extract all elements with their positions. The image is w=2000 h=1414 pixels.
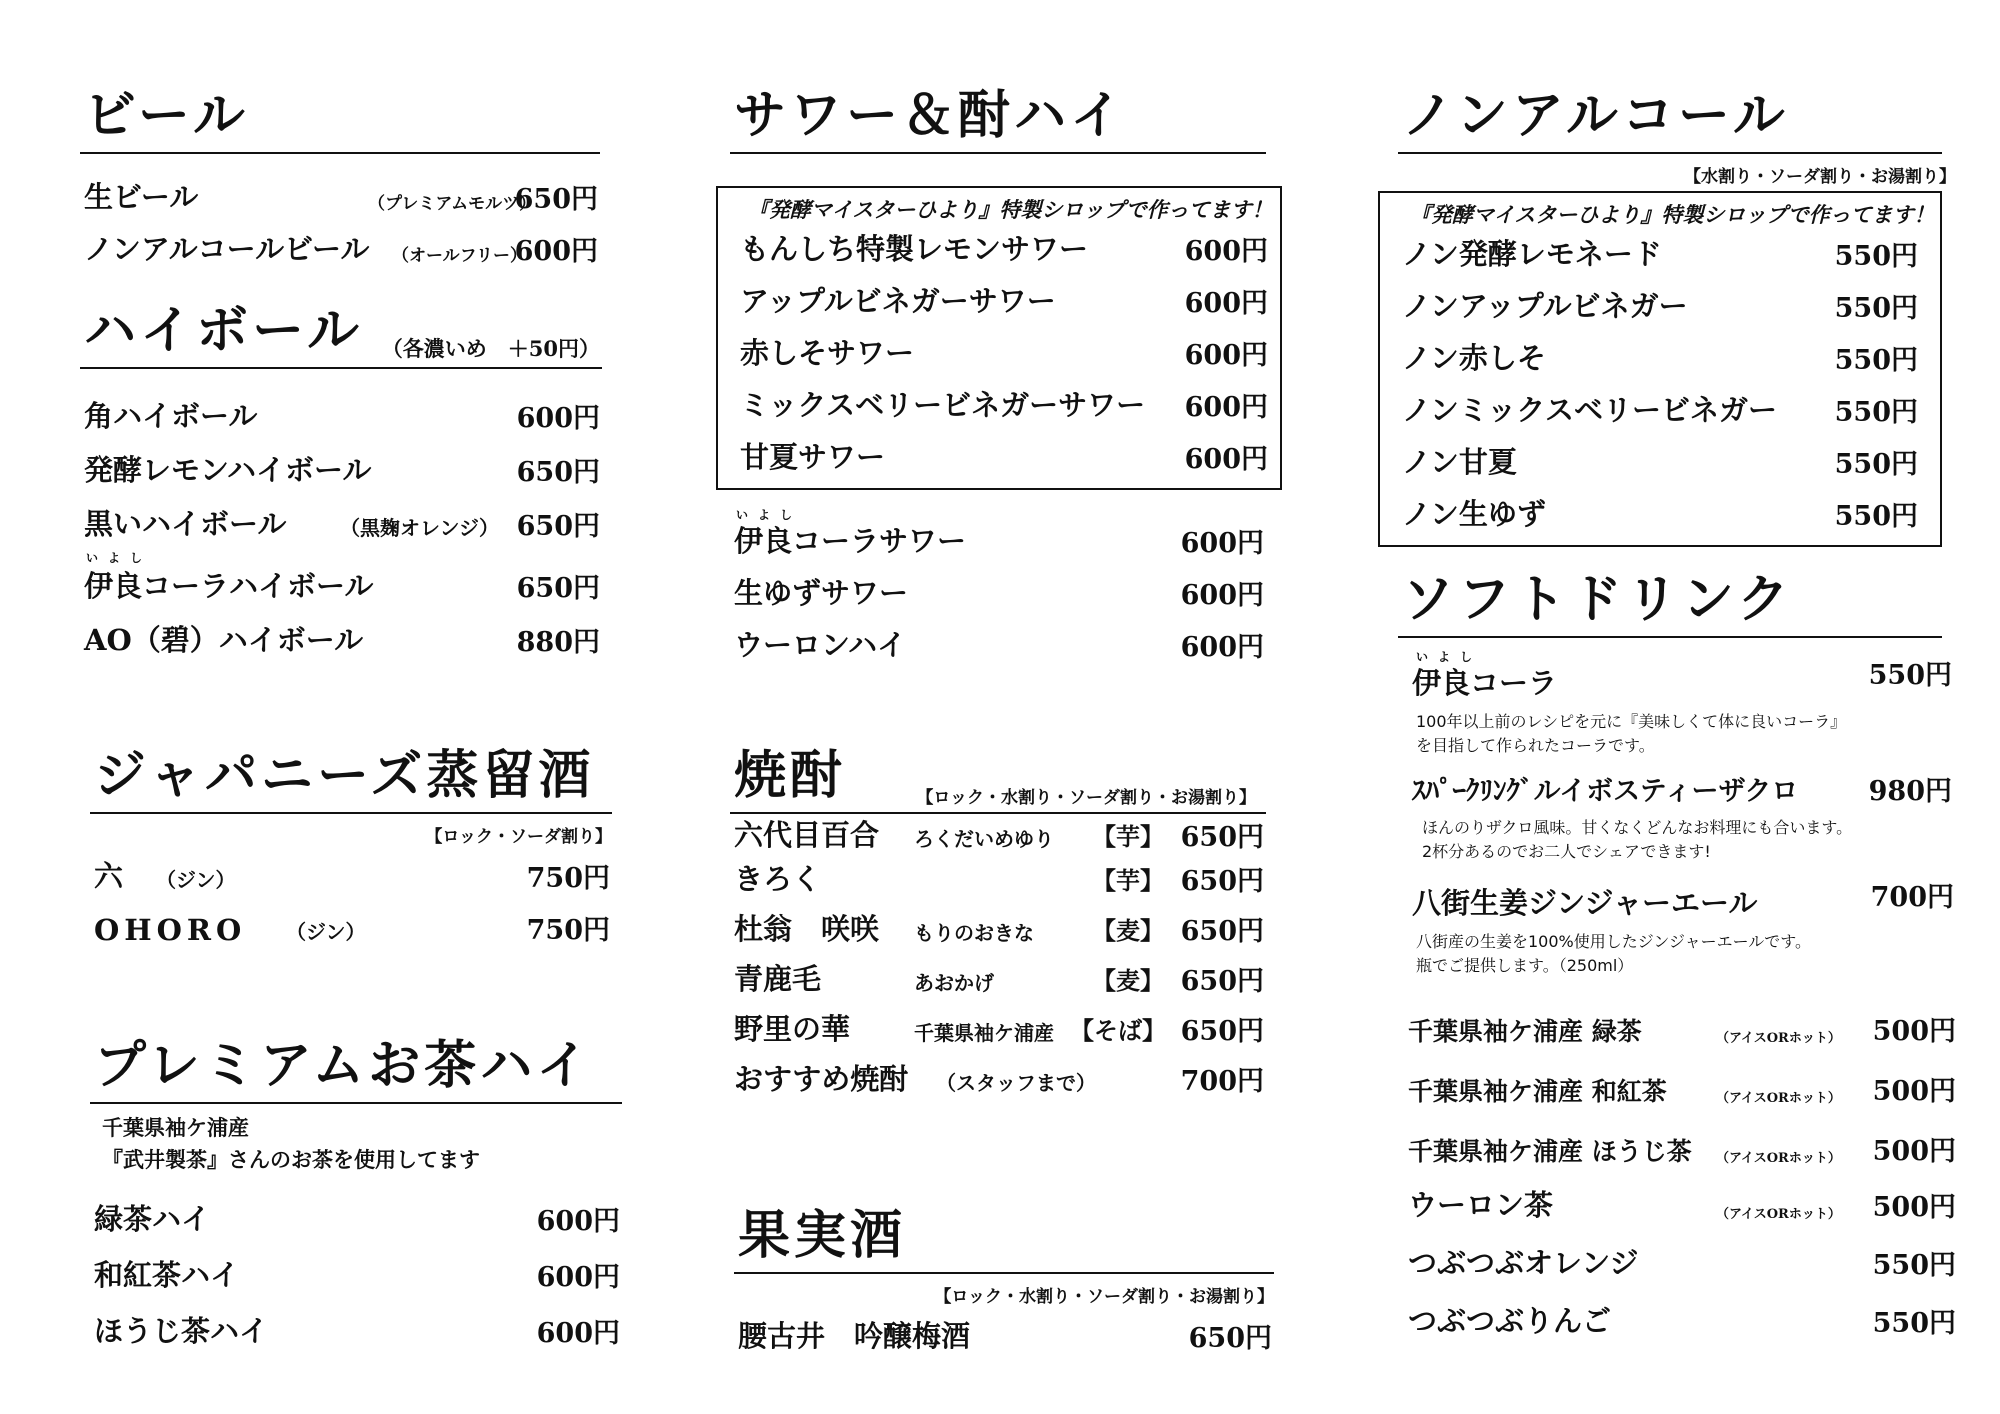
item-price: 700円 (1180, 1066, 1264, 1097)
fruit-wine-note: 【ロック・水割り・ソーダ割り・お湯割り】 (934, 1287, 1274, 1307)
item-name: つぶつぶりんご (1408, 1304, 1612, 1338)
item-name: OHORO (94, 913, 247, 947)
featured-drink (1398, 878, 1954, 978)
item-price: 980円 (1868, 776, 1952, 807)
item-name: 腰古井 吟醸梅酒 (738, 1319, 971, 1353)
item-note: （ジン） (286, 920, 366, 944)
item-category: 【芋】 (1092, 866, 1164, 895)
japanese-spirits-header (90, 740, 612, 814)
soft-drink-title: ソフトドリンク (1402, 570, 1793, 630)
menu-item (1398, 878, 1954, 930)
item-name: 杜翁 咲咲 (734, 912, 880, 946)
menu-item (1398, 650, 1952, 710)
item-name: つぶつぶオレンジ (1408, 1246, 1639, 1280)
soft-drink-header (1398, 560, 1942, 638)
item-name: ノンアルコールビール (84, 232, 370, 266)
item-description: 瓶でご提供します。（250ml） (1416, 956, 1634, 975)
item-price: 550円 (1834, 449, 1918, 480)
highball-title: ハイボール (84, 301, 363, 361)
item-note: 千葉県袖ケ浦産 (914, 1021, 1054, 1045)
non-alcohol-note: 【水割り・ソーダ割り・お湯割り】 (1684, 167, 1956, 187)
menu-item (1398, 1116, 1956, 1176)
menu-item (80, 389, 602, 443)
item-name: ノン甘夏 (1402, 445, 1517, 479)
beer-section (80, 70, 600, 276)
item-name: ノン赤しそ (1402, 341, 1546, 375)
menu-item (80, 224, 600, 276)
item-name: 角ハイボール (84, 399, 258, 433)
item-note: （オールフリー） (392, 246, 527, 266)
item-name: きろく (734, 862, 822, 896)
menu-item (90, 1190, 622, 1246)
menu-item (728, 276, 1270, 328)
item-price: 600円 (516, 403, 600, 434)
item-name: 甘夏サワー (740, 440, 886, 474)
highball-note: （各濃いめ ＋50円） (381, 336, 600, 361)
item-name: 黒いハイボール (84, 507, 287, 541)
item-note: （アイスORホット） (1716, 1031, 1841, 1046)
item-price: 750円 (526, 915, 610, 946)
soft-drink-section (1398, 560, 1956, 1348)
item-name: ノン生ゆず (1402, 497, 1546, 531)
item-name: 六代目百合 (734, 818, 880, 852)
item-price: 500円 (1872, 1076, 1956, 1107)
item-note: （アイスORホット） (1716, 1207, 1841, 1222)
item-name: ウーロン茶 (1408, 1188, 1554, 1222)
featured-drink (1398, 650, 1952, 758)
item-name: 千葉県袖ケ浦産 和紅茶 (1408, 1077, 1667, 1106)
item-description: 2杯分あるのでお二人でシェアできます! (1422, 842, 1711, 861)
highball-section (80, 295, 602, 667)
item-price: 650円 (1180, 866, 1264, 897)
item-price: 600円 (536, 1262, 620, 1293)
menu-item (1390, 281, 1930, 333)
item-name: 八街生姜ジンジャーエール (1412, 886, 1758, 920)
item-category: 【芋】 (1092, 822, 1164, 851)
item-category: 【そば】 (1070, 1016, 1166, 1045)
menu-item (1398, 1176, 1956, 1232)
sour-title: サワー＆酎ハイ (734, 86, 1127, 146)
item-note: （黒麹オレンジ） (340, 516, 499, 540)
item-description: 八街産の生姜を100%使用したジンジャーエールです。 (1416, 932, 1812, 951)
item-price: 650円 (516, 573, 600, 604)
menu-item (730, 568, 1266, 620)
item-name: もんしち特製レモンサワー (740, 232, 1089, 266)
item-price: 600円 (1184, 236, 1268, 267)
item-name: AO（碧）ハイボール (84, 623, 364, 657)
item-name: 伊良コーラ (1412, 666, 1558, 700)
item-name: おすすめ焼酎 (734, 1062, 909, 1096)
item-price: 500円 (1872, 1016, 1956, 1047)
item-ruby: いよし (736, 508, 803, 522)
premium-tea-desc: 『武井製茶』さんのお茶を使用してます (102, 1147, 480, 1172)
non-alcohol-syrup-box (1378, 191, 1942, 547)
menu-item (728, 224, 1270, 276)
menu-item (90, 1302, 622, 1358)
item-price: 650円 (1180, 916, 1264, 947)
item-name: 生ゆずサワー (734, 576, 909, 610)
item-price: 600円 (536, 1206, 620, 1237)
menu-item (1398, 1290, 1956, 1348)
item-price: 650円 (1180, 822, 1264, 853)
item-note: ろくだいめゆり (914, 827, 1054, 851)
item-note: （アイスORホット） (1716, 1091, 1841, 1106)
item-price: 880円 (516, 627, 600, 658)
item-name: 千葉県袖ケ浦産 ほうじ茶 (1408, 1137, 1692, 1166)
menu-item (80, 443, 602, 497)
item-price: 600円 (1180, 580, 1264, 611)
menu-item (1398, 996, 1956, 1056)
non-alcohol-header (1398, 70, 1942, 154)
beer-title: ビール (84, 86, 249, 146)
item-name: ほうじ茶ハイ (94, 1314, 269, 1348)
item-note: （プレミアムモルツ） (368, 194, 537, 214)
item-name: 発酵レモンハイボール (84, 453, 372, 487)
item-name: ウーロンハイ (734, 628, 906, 662)
item-name: 赤しそサワー (740, 336, 915, 370)
menu-item (730, 1056, 1266, 1106)
item-category: 【麦】 (1092, 966, 1164, 995)
premium-tea-section (90, 1030, 622, 1358)
sour-section (730, 80, 1273, 672)
menu-item (728, 328, 1270, 380)
item-name: 和紅茶ハイ (94, 1258, 240, 1292)
item-price: 550円 (1834, 397, 1918, 428)
menu-item (90, 903, 612, 955)
menu-item (1390, 229, 1930, 281)
item-price: 600円 (536, 1318, 620, 1349)
shochu-section (730, 740, 1266, 1106)
japanese-spirits-title: ジャパニーズ蒸留酒 (94, 746, 595, 806)
item-name: ノンミックスベリービネガー (1402, 393, 1777, 427)
item-description: 100年以上前のレシピを元に『美味しくて体に良いコーラ』 (1416, 712, 1847, 731)
menu-item (730, 1006, 1266, 1056)
item-name: ｽﾊﾟｰｸﾘﾝｸﾞルイボスティーザクロ (1412, 776, 1799, 807)
beer-header (80, 70, 600, 154)
item-price: 550円 (1868, 660, 1952, 691)
menu-item (730, 862, 1266, 906)
menu-item (730, 508, 1266, 568)
menu-item (1398, 1232, 1956, 1290)
item-price: 700円 (1870, 882, 1954, 913)
menu-item (1390, 385, 1930, 437)
item-price: 750円 (526, 863, 610, 894)
menu-item (730, 956, 1266, 1006)
item-price: 650円 (514, 184, 598, 215)
highball-header (80, 295, 602, 369)
item-name: ノン発酵レモネード (1402, 237, 1662, 271)
item-description: ほんのりザクロ風味。甘くなくどんなお料理にも合います。 (1422, 818, 1853, 837)
item-name: 緑茶ハイ (94, 1202, 211, 1236)
item-name: ノンアップルビネガー (1402, 289, 1688, 323)
menu-item (730, 620, 1266, 672)
menu-item (1390, 333, 1930, 385)
item-category: 【麦】 (1092, 916, 1164, 945)
item-description: を目指して作られたコーラです。 (1416, 736, 1655, 755)
premium-tea-desc: 千葉県袖ケ浦産 (102, 1115, 249, 1140)
menu-item (80, 172, 600, 224)
item-name: アップルビネガーサワー (740, 284, 1056, 318)
fruit-wine-title: 果実酒 (738, 1206, 907, 1266)
menu-item (80, 613, 602, 667)
item-note: あおかげ (914, 971, 994, 995)
shochu-title: 焼酎 (734, 746, 847, 806)
non-alcohol-section (1398, 70, 1956, 547)
non-alcohol-box-note: 『発酵マイスターひより』特製シロップで作ってます！ (1410, 202, 1935, 227)
sour-box-note: 『発酵マイスターひより』特製シロップで作ってます！ (748, 197, 1273, 222)
japanese-spirits-note: 【ロック・ソーダ割り】 (425, 827, 612, 847)
item-price: 600円 (1180, 632, 1264, 663)
menu-item (90, 851, 612, 903)
item-price: 550円 (1834, 241, 1918, 272)
sour-syrup-box (716, 186, 1282, 490)
menu-item (1398, 770, 1952, 816)
item-price: 650円 (516, 457, 600, 488)
fruit-wine-header (734, 1200, 1274, 1274)
item-name: 六 (94, 859, 124, 893)
japanese-spirits-section (90, 740, 612, 955)
shochu-note: 【ロック・水割り・ソーダ割り・お湯割り】 (916, 788, 1256, 808)
item-name: 青鹿毛 (734, 962, 822, 996)
menu-item (728, 432, 1270, 484)
menu-item (730, 906, 1266, 956)
menu-item (80, 551, 602, 613)
item-price: 550円 (1834, 345, 1918, 376)
menu-item (90, 1246, 622, 1302)
item-price: 650円 (1180, 966, 1264, 997)
item-note: （アイスORホット） (1716, 1151, 1841, 1166)
menu-item (80, 497, 602, 551)
item-name: 野里の華 (734, 1012, 851, 1046)
item-price: 600円 (1184, 340, 1268, 371)
item-price: 500円 (1872, 1192, 1956, 1223)
sour-header (730, 80, 1266, 154)
item-price: 650円 (1188, 1323, 1272, 1354)
item-ruby: いよし (86, 551, 153, 565)
item-price: 600円 (1184, 288, 1268, 319)
item-price: 600円 (1184, 444, 1268, 475)
item-note: （ジン） (156, 868, 236, 892)
item-name: 生ビール (84, 180, 199, 214)
non-alcohol-title: ノンアルコール (1402, 86, 1789, 146)
item-name: 伊良コーラサワー (734, 524, 967, 558)
premium-tea-title: プレミアムお茶ハイ (94, 1036, 593, 1096)
fruit-wine-section (734, 1200, 1274, 1363)
premium-tea-header (90, 1030, 622, 1104)
item-price: 550円 (1834, 501, 1918, 532)
menu-item (734, 1311, 1274, 1363)
item-price: 550円 (1872, 1308, 1956, 1339)
menu-item (1390, 437, 1930, 489)
item-name: 伊良コーラハイボール (84, 569, 374, 603)
item-ruby: いよし (1416, 650, 1483, 664)
menu-item (730, 818, 1266, 862)
shochu-header (730, 740, 1266, 814)
item-price: 650円 (1180, 1016, 1264, 1047)
menu-item (728, 380, 1270, 432)
item-name: 千葉県袖ケ浦産 緑茶 (1408, 1017, 1642, 1046)
item-price: 550円 (1872, 1250, 1956, 1281)
item-price: 650円 (516, 511, 600, 542)
item-name: ミックスベリービネガーサワー (740, 388, 1146, 422)
item-price: 500円 (1872, 1136, 1956, 1167)
item-price: 600円 (1184, 392, 1268, 423)
item-price: 600円 (514, 236, 598, 267)
item-price: 550円 (1834, 293, 1918, 324)
menu-item (1390, 489, 1930, 541)
item-note: もりのおきな (914, 921, 1034, 945)
item-price: 600円 (1180, 528, 1264, 559)
item-note: （スタッフまで） (936, 1071, 1096, 1095)
featured-drink (1398, 770, 1952, 864)
menu-item (1398, 1056, 1956, 1116)
